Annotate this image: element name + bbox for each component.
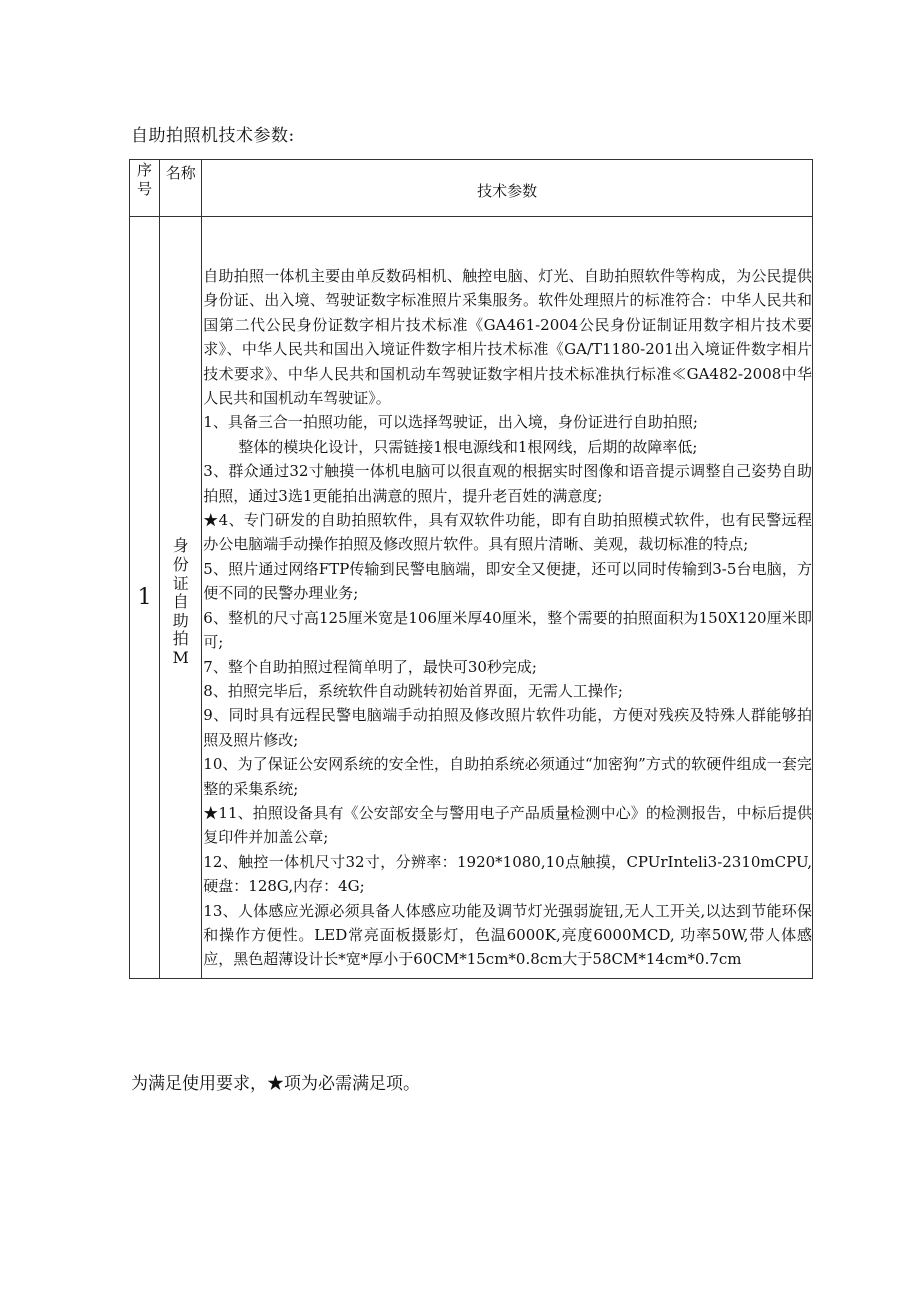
header-params: 技术参数 (202, 160, 813, 217)
param-item: 9、同时具有远程民警电脑端手动拍照及修改照片软件功能，方便对残疾及特殊人群能够拍照及照片修改; (203, 706, 812, 749)
param-item: 整体的模块化设计，只需链接1根电源线和1根网线，后期的故障率低; (238, 437, 698, 456)
param-item: 8、拍照完毕后，系统软件自动跳转初始首界面，无需人工操作; (203, 681, 623, 700)
param-item: 6、整机的尺寸高125厘米宽是106厘米厚40厘米，整个需要的拍照面积为150X120厘米即可; (203, 608, 812, 652)
param-item: ★11、拍照设备具有《公安部安全与警用电子产品质量检测中心》的检测报告，中标后提供复印件并加盖公章; (203, 803, 812, 847)
param-item: 1、具备三合一拍照功能，可以选择驾驶证，出入境，身份证进行自助拍照; (203, 413, 698, 432)
param-item: 13、人体感应光源必须具备人体感应功能及调节灯光强弱旋钮,无人工开关,以达到节能环保和操作方便性。LED常亮面板摄影灯，色温6000K,亮度6000MCD, 功率50W,带人体感应，黑色超薄设计长*宽*厚小于60CM*15cm*0.8cm大于58CM*14cm*0.7cm (203, 901, 812, 969)
header-name: 名称 (160, 160, 202, 217)
row-number: 1 (130, 217, 160, 979)
param-item: 5、照片通过网络FTP传输到民警电脑端，即安全又便捷，还可以同时传输到3-5台电脑，方便不同的民警办理业务; (203, 559, 812, 603)
spec-table (129, 159, 813, 979)
table-header-row (130, 160, 813, 217)
param-item: 12、触控一体机尺寸32寸，分辨率：1920*1080,10点触摸，CPUrInteli3-2310mCPU,硬盘：128G,内存：4G; (203, 852, 812, 896)
footer-note: 为满足使用要求，★项为必需满足项。 (131, 1074, 420, 1094)
param-intro: 自助拍照一体机主要由单反数码相机、触控电脑、灯光、自助拍照软件等构成，为公民提供身份证、出入境、驾驶证数字标准照片采集服务。软件处理照片的标准符合：中华人民共和国第二代公民身份证数字相片技术标准《GA461-2004公民身份证制证用数字相片技术要求》、中华人民共和国出入境证件数字相片技术标准《GA/T1180-201出入境证件数字相片技术要求》、中华人民共和国机动车驾驶证数字相片技术标准执行标准≪GA482-2008中华人民共和国机动车驾驶证》。 (203, 267, 812, 408)
row-name: 身 份 证 自 助 拍 M (160, 217, 202, 979)
param-item: 7、整个自助拍照过程简单明了，最快可30秒完成; (203, 657, 537, 676)
row-params (202, 217, 813, 979)
header-number: 序 号 (130, 160, 160, 217)
table-row (130, 217, 813, 979)
document-title: 自助拍照机技术参数: (131, 126, 295, 146)
param-item: 3、群众通过32寸触摸一体机电脑可以很直观的根据实时图像和语音提示调整自己姿势自助拍照，通过3选1更能拍出满意的照片，提升老百姓的满意度; (203, 462, 812, 505)
param-item: 10、为了保证公安网系统的安全性，自助拍系统必须通过“加密狗”方式的软硬件组成一套完整的采集系统; (203, 755, 812, 798)
param-item: ★4、专门研发的自助拍照软件，具有双软件功能，即有自助拍照模式软件，也有民警远程办公电脑端手动操作拍照及修改照片软件。具有照片清晰、美观，裁切标准的特点; (203, 511, 812, 554)
